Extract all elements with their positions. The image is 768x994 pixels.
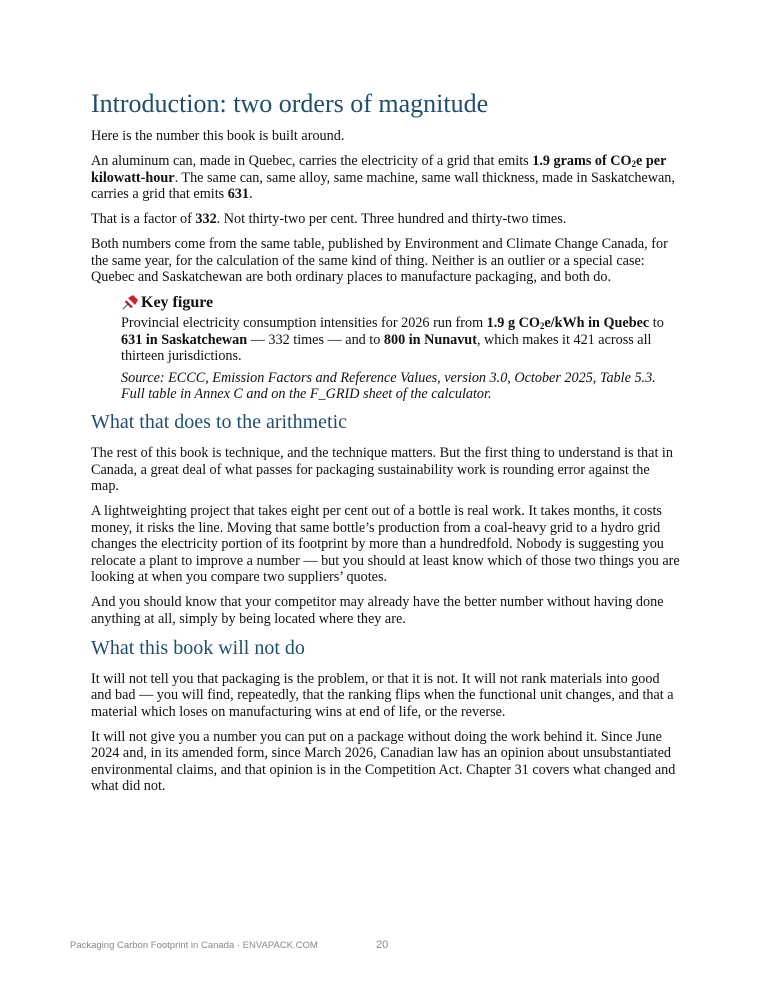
callout-source: Source: ECCC, Emission Factors and Reference Values, version 3.0, October 2025, Table 5.3. Full table in Annex C and on the F_GRID sheet of the calculator. <box>121 369 656 403</box>
section1-paragraph-1: The rest of this book is technique, and the technique matters. But the first thing to understand is that in Canada, a great deal of what passes for packaging sustainability work is rounding error against the map. <box>91 445 673 495</box>
emphasis-factor: 332 <box>195 211 217 228</box>
section1-paragraph-2: A lightweighting project that takes eight per cent out of a bottle is real work. It takes months, it costs money, it risks the line. Moving that same bottle’s production from a coal-heavy grid to a hydro grid changes the electricity portion of its footprint by more than a hundredfold. Nobody is suggesting you relocate a plant to improve a number — but you should at least know which of those two things you are looking at when you compare two suppliers’ quotes. <box>91 503 680 586</box>
intro-paragraph-1: Here is the number this book is built around. <box>91 128 345 144</box>
section-heading-arithmetic: What that does to the arithmetic <box>91 411 348 434</box>
section1-paragraph-3: And you should know that your competitor may already have the better number without having done anything at all, simply by being located where they are. <box>91 594 664 627</box>
intro-paragraph-4: Both numbers come from the same table, published by Environment and Climate Change Canada, for the same year, for the calculation of the same kind of thing. Neither is an outlier or a special case: Quebec and Saskatchewan are both ordinary places to manufacture packaging, and both do. <box>91 236 668 286</box>
intro-paragraph-3: That is a factor of 332. Not thirty-two per cent. Three hundred and thirty-two times. <box>91 211 567 228</box>
page-content <box>91 88 681 803</box>
page-title: Introduction: two orders of magnitude <box>91 89 489 118</box>
callout-header <box>121 294 681 312</box>
page-number: 20 <box>376 939 389 951</box>
footer-text: Packaging Carbon Footprint in Canada · ENVAPACK.COM <box>70 940 318 951</box>
section2-paragraph-1: It will not tell you that packaging is the problem, or that it is not. It will not rank materials into good and bad — you will find, repeatedly, that the ranking flips when the functional unit changes, and that a material which loses on manufacturing wins at end of life, or the reverse. <box>91 670 674 720</box>
intro-paragraph-2: An aluminum can, made in Quebec, carries the electricity of a grid that emits 1.9 grams of $CO_2e$ per kilowatt-hour. The same can, same alloy, same machine, same wall thickness, made in Saskatchewan, carries a grid that emits 631. <box>91 153 675 203</box>
section2-paragraph-2: It will not give you a number you can put on a package without doing the work behind it. Since June 2024 and, in its amended form, since March 2026, Canadian law has an opinion about unsubstantiated environmental claims, and that opinion is in the Competition Act. Chapter 31 covers what changed and what did not. <box>91 728 676 795</box>
emphasis-quebec-range: 1.9 g $CO_2e$/kWh in Quebec <box>486 315 650 332</box>
emphasis-saskatchewan-range: 631 in Saskatchewan <box>121 331 248 348</box>
callout-title: Key figure <box>141 294 214 312</box>
emphasis-saskatchewan-value: 631 <box>227 186 249 203</box>
key-figure-callout <box>121 294 681 402</box>
pushpin-icon <box>121 294 139 310</box>
emphasis-quebec-intensity: 1.9 grams of $CO_2e$ per kilowatt-hour <box>91 153 667 186</box>
emphasis-nunavut: 800 in Nunavut <box>383 331 477 348</box>
callout-body: Provincial electricity consumption intensities for 2026 run from 1.9 g $CO_2e$/kWh in Quebec to 631 in Saskatchewan — 332 times — and to 800 in Nunavut, which makes it 421 across all thirteen jurisdictions. <box>121 315 664 365</box>
section-heading-not-do: What this book will not do <box>91 636 305 659</box>
